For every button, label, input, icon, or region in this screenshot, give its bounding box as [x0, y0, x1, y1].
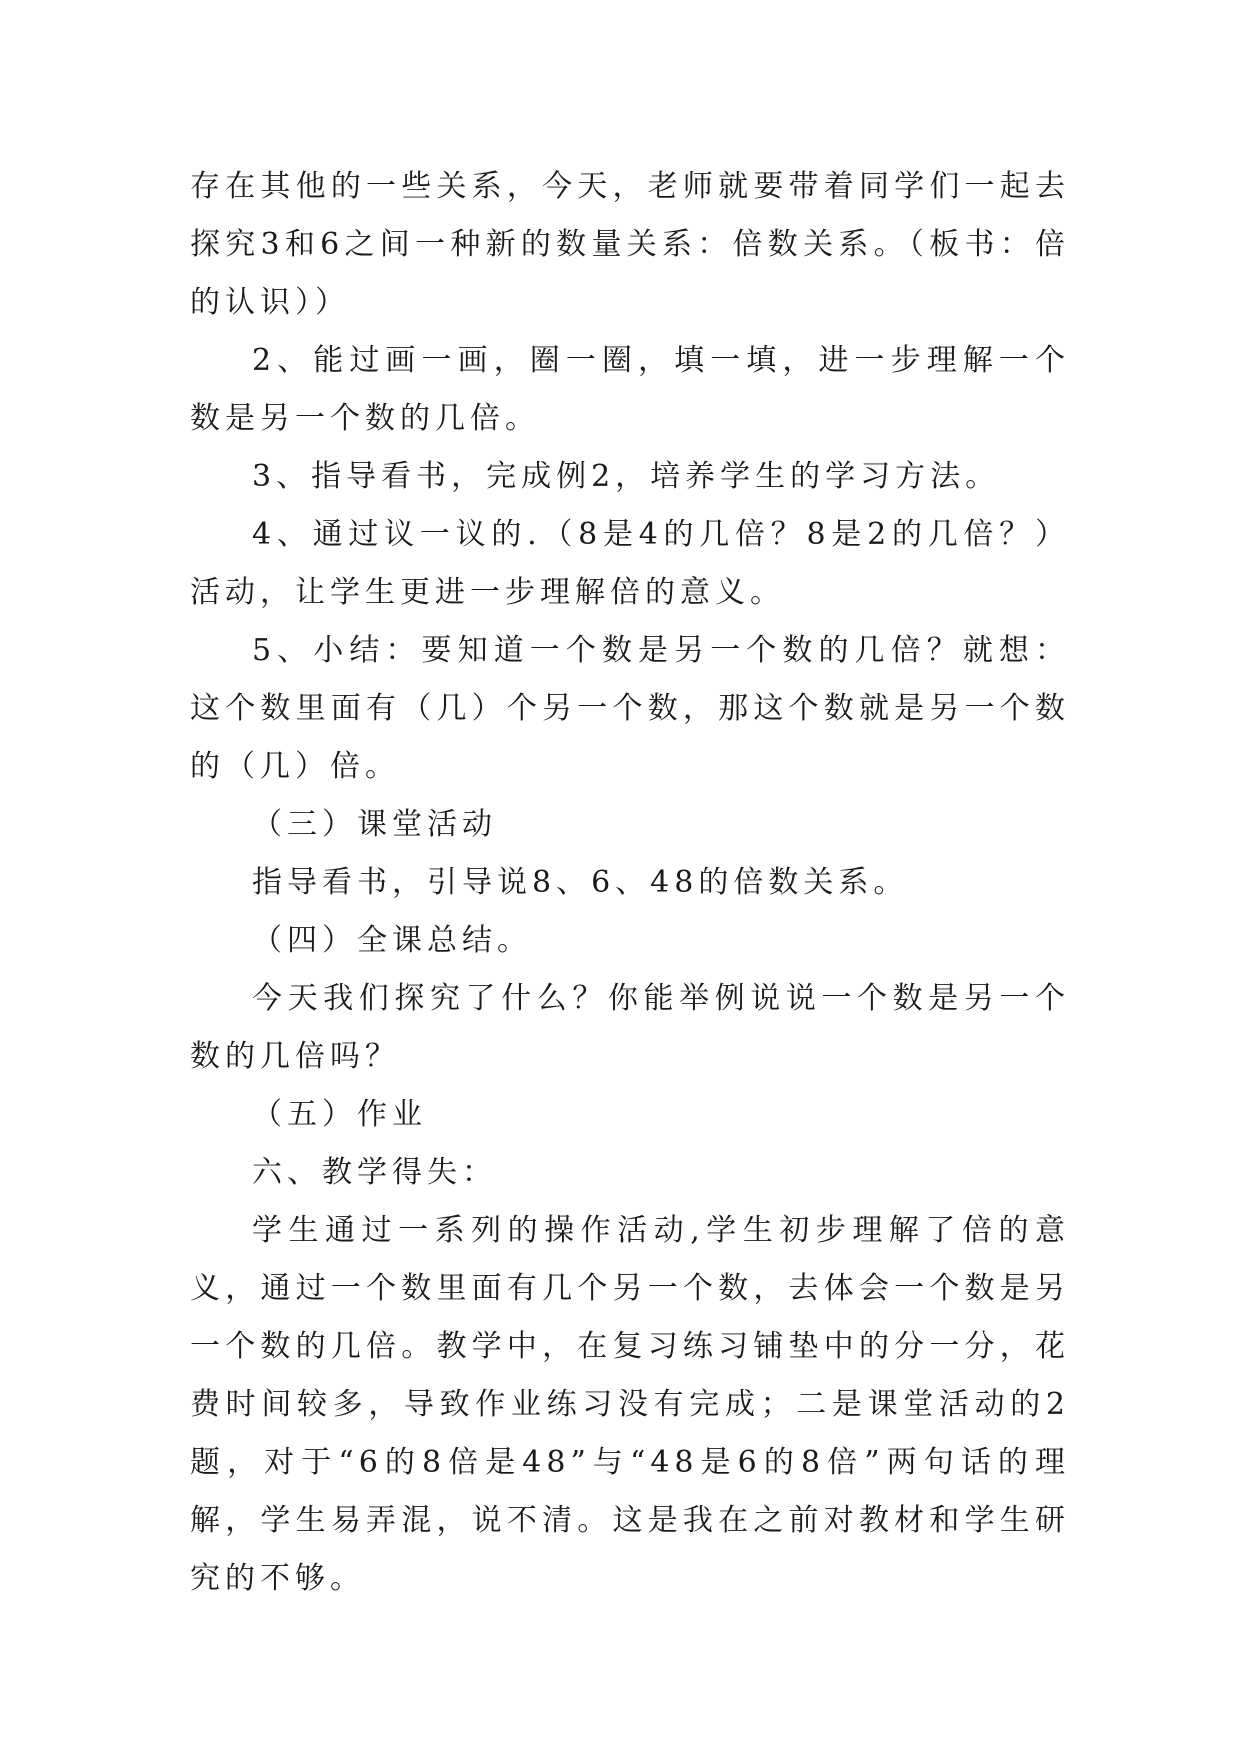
paragraph: 今天我们探究了什么？你能举例说说一个数是另一个数的几倍吗？ — [190, 981, 1070, 1074]
section-heading: （五）作业 — [252, 1097, 427, 1132]
document-body — [190, 158, 1070, 1608]
paragraph: 3、指导看书，完成例2，培养学生的学习方法。 — [252, 459, 1001, 494]
paragraph: 2、能过画一画，圈一圈，填一填，进一步理解一个数是另一个数的几倍。 — [190, 343, 1070, 436]
section-heading: （四）全课总结。 — [252, 923, 532, 958]
paragraph: 4、通过议一议的.（8是4的几倍？8是2的几倍？）活动，让学生更进一步理解倍的意义。 — [190, 517, 1070, 610]
section-heading: （三）课堂活动 — [252, 807, 497, 842]
paragraph: 指导看书，引导说8、6、48的倍数关系。 — [252, 865, 909, 900]
paragraph: 5、小结：要知道一个数是另一个数的几倍？就想：这个数里面有（几）个另一个数，那这个数就是另一个数的（几）倍。 — [190, 633, 1070, 784]
paragraph: 存在其他的一些关系，今天，老师就要带着同学们一起去探究3和6之间一种新的数量关系：倍数关系。（板书：倍的认识）） — [190, 169, 1070, 320]
section-heading: 六、教学得失： — [252, 1155, 497, 1190]
paragraph: 学生通过一系列的操作活动,学生初步理解了倍的意义，通过一个数里面有几个另一个数，去体会一个数是另一个数的几倍。教学中，在复习练习铺垫中的分一分，花费时间较多，导致作业练习没有完成；二是课堂活动的2题，对于“6的8倍是48”与“48是6的8倍”两句话的理解，学生易弄混，说不清。这是我在之前对教材和学生研究的不够。 — [190, 1213, 1070, 1596]
